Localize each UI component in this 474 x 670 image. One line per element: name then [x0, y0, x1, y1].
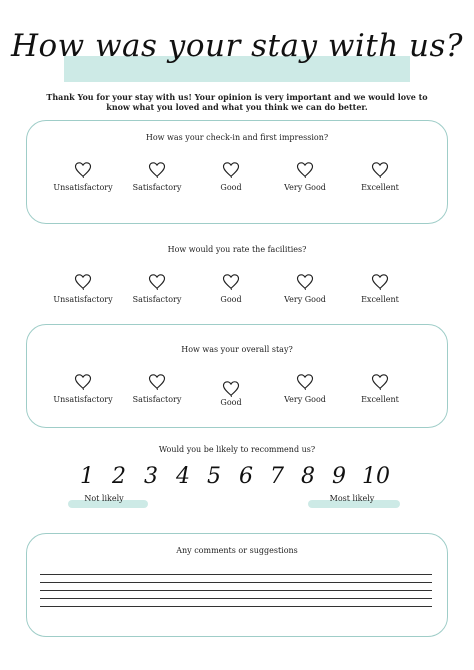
scale-number[interactable]: 5	[207, 464, 221, 489]
heart-rating-icon[interactable]	[296, 373, 314, 390]
question-2-options	[0, 273, 474, 313]
heart-rating-icon[interactable]	[74, 373, 92, 390]
rating-option-label: Very Good	[284, 183, 326, 192]
heart-rating-icon[interactable]	[148, 161, 166, 178]
question-1-label: How was your check-in and first impression?	[145, 133, 329, 142]
scale-number[interactable]: 1	[80, 464, 94, 489]
rating-option-label: Unsatisfactory	[53, 295, 113, 304]
comment-line[interactable]	[40, 598, 432, 599]
heart-rating-icon[interactable]	[371, 373, 389, 390]
rating-option-label: Good	[220, 398, 242, 407]
rating-option-label: Satisfactory	[132, 183, 182, 192]
heart-rating-icon[interactable]	[222, 380, 240, 397]
heart-rating-icon[interactable]	[371, 273, 389, 290]
scale-number[interactable]: 9	[332, 464, 346, 489]
heart-rating-icon[interactable]	[148, 273, 166, 290]
heart-rating-icon[interactable]	[222, 273, 240, 290]
heart-rating-icon[interactable]	[296, 273, 314, 290]
rating-option-label: Good	[220, 183, 242, 192]
rating-option-label: Excellent	[361, 395, 399, 404]
rating-option-label: Very Good	[284, 395, 326, 404]
rating-option-label: Satisfactory	[132, 295, 182, 304]
comment-line[interactable]	[40, 582, 432, 583]
scale-number[interactable]: 7	[270, 464, 284, 489]
question-3-label: How was your overall stay?	[181, 345, 293, 354]
comment-line[interactable]	[40, 606, 432, 607]
rating-option-label: Satisfactory	[132, 395, 182, 404]
rating-option-label: Unsatisfactory	[53, 395, 113, 404]
heart-rating-icon[interactable]	[222, 161, 240, 178]
scale-number[interactable]: 6	[239, 464, 253, 489]
scale-number[interactable]: 2	[112, 464, 126, 489]
heart-rating-icon[interactable]	[296, 161, 314, 178]
page-title: How was your stay with us?	[10, 28, 464, 64]
comment-line[interactable]	[40, 574, 432, 575]
heart-rating-icon[interactable]	[74, 273, 92, 290]
comment-line[interactable]	[40, 590, 432, 591]
heart-rating-icon[interactable]	[371, 161, 389, 178]
rating-option-label: Very Good	[284, 295, 326, 304]
scale-number[interactable]: 3	[144, 464, 158, 489]
question-3-options	[0, 373, 474, 413]
rating-option-label: Good	[220, 295, 242, 304]
heart-rating-icon[interactable]	[148, 373, 166, 390]
heart-rating-icon[interactable]	[74, 161, 92, 178]
intro-text: Thank You for your stay with us! Your opinion is very important and we would love to know what you loved and what you think we can do better.	[46, 92, 428, 112]
scale-number[interactable]: 8	[301, 464, 315, 489]
question-4-label: Would you be likely to recommend us?	[158, 445, 316, 454]
question-2-label: How would you rate the facilities?	[167, 245, 307, 254]
rating-option-label: Unsatisfactory	[53, 183, 113, 192]
scale-number[interactable]: 4	[176, 464, 190, 489]
not-likely-label: Not likely	[84, 494, 124, 503]
comments-label: Any comments or suggestions	[176, 546, 298, 555]
question-1-options	[0, 161, 474, 201]
rating-option-label: Excellent	[361, 183, 399, 192]
recommend-scale	[0, 464, 474, 494]
scale-number[interactable]: 10	[362, 464, 390, 489]
rating-option-label: Excellent	[361, 295, 399, 304]
most-likely-label: Most likely	[329, 494, 375, 503]
